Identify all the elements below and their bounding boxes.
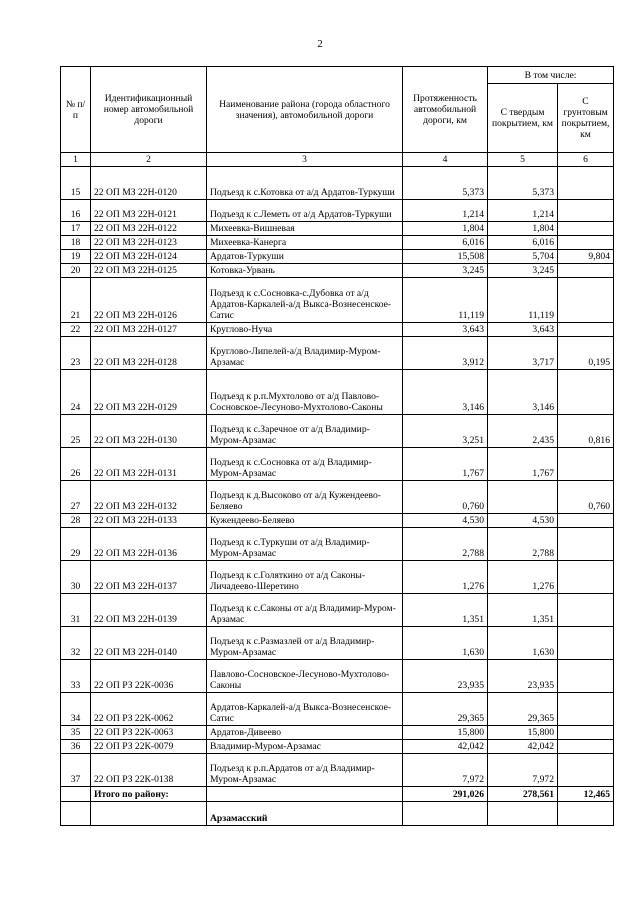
row-ground-surface: 9,804 (558, 250, 614, 264)
row-number: 17 (61, 222, 91, 236)
row-road-id: 22 ОП РЗ 22К-0079 (91, 740, 207, 754)
row-road-name: Подъезд к р.п.Мухтолово от а/д Павлово-Сосновское-Лесуново-Мухтолово-Саконы (207, 370, 403, 415)
row-road-id: 22 ОП МЗ 22Н-0130 (91, 415, 207, 448)
row-road-name: Круглово-Нуча (207, 323, 403, 337)
row-ground-surface (558, 278, 614, 323)
table-row (61, 594, 614, 627)
row-road-id: 22 ОП МЗ 22Н-0132 (91, 481, 207, 514)
row-road-name: Кужендеево-Беляево (207, 514, 403, 528)
table-row (61, 167, 614, 200)
row-road-id: 22 ОП МЗ 22Н-0121 (91, 200, 207, 222)
row-hard-surface: 1,214 (488, 200, 558, 222)
row-length: 3,245 (403, 264, 488, 278)
row-road-id: 22 ОП РЗ 22К-0063 (91, 726, 207, 740)
roads-table (60, 66, 614, 826)
row-hard-surface (488, 481, 558, 514)
row-ground-surface (558, 264, 614, 278)
total-label: Итого по району: (91, 787, 207, 802)
row-road-id: 22 ОП РЗ 22К-0062 (91, 693, 207, 726)
row-ground-surface (558, 561, 614, 594)
row-length: 23,935 (403, 660, 488, 693)
row-road-id: 22 ОП МЗ 22Н-0125 (91, 264, 207, 278)
row-road-id: 22 ОП МЗ 22Н-0140 (91, 627, 207, 660)
row-hard-surface: 1,630 (488, 627, 558, 660)
table-row (61, 528, 614, 561)
row-ground-surface (558, 236, 614, 250)
row-length: 15,800 (403, 726, 488, 740)
column-index: 6 (558, 153, 614, 167)
total-ground: 12,465 (558, 787, 614, 802)
row-length: 3,912 (403, 337, 488, 370)
row-road-name: Подъезд к с.Туркуши от а/д Владимир-Муром-Арзамас (207, 528, 403, 561)
row-number: 28 (61, 514, 91, 528)
row-road-id: 22 ОП МЗ 22Н-0139 (91, 594, 207, 627)
table-row (61, 337, 614, 370)
row-hard-surface: 3,643 (488, 323, 558, 337)
table-row (61, 323, 614, 337)
row-number: 35 (61, 726, 91, 740)
header-ground-surface: С грунтовым покрытием, км (558, 84, 614, 153)
row-road-name: Ардатов-Туркуши (207, 250, 403, 264)
table-row (61, 561, 614, 594)
row-ground-surface (558, 627, 614, 660)
row-hard-surface: 11,119 (488, 278, 558, 323)
row-hard-surface: 2,435 (488, 415, 558, 448)
row-length: 7,972 (403, 754, 488, 787)
row-ground-surface (558, 660, 614, 693)
total-row (61, 787, 614, 802)
row-road-id: 22 ОП МЗ 22Н-0128 (91, 337, 207, 370)
table-row (61, 278, 614, 323)
row-hard-surface: 4,530 (488, 514, 558, 528)
row-road-name: Подъезд к с.Саконы от а/д Владимир-Муром-Арзамас (207, 594, 403, 627)
header-hard-surface: С твердым покрытием, км (488, 84, 558, 153)
row-hard-surface: 3,146 (488, 370, 558, 415)
row-road-id: 22 ОП МЗ 22Н-0133 (91, 514, 207, 528)
row-number: 22 (61, 323, 91, 337)
row-number: 23 (61, 337, 91, 370)
district-name: Арзамасский (207, 802, 403, 826)
header-length: Протяженность автомобильной дороги, км (403, 67, 488, 153)
row-ground-surface (558, 514, 614, 528)
row-length: 42,042 (403, 740, 488, 754)
row-road-name: Подъезд к с.Сосновка-с.Дубовка от а/д Ардатов-Каркалей-а/д Выкса-Вознесенское-Сатис (207, 278, 403, 323)
row-ground-surface (558, 200, 614, 222)
row-number: 27 (61, 481, 91, 514)
row-number: 37 (61, 754, 91, 787)
row-road-name: Подъезд к д.Высоково от а/д Кужендеево-Беляево (207, 481, 403, 514)
row-hard-surface: 1,767 (488, 448, 558, 481)
row-hard-surface: 29,365 (488, 693, 558, 726)
row-number: 19 (61, 250, 91, 264)
row-hard-surface: 6,016 (488, 236, 558, 250)
row-ground-surface (558, 726, 614, 740)
column-index: 3 (207, 153, 403, 167)
header-including: В том числе: (488, 67, 614, 84)
row-length: 11,119 (403, 278, 488, 323)
column-index-row (61, 153, 614, 167)
column-index: 2 (91, 153, 207, 167)
row-hard-surface: 1,351 (488, 594, 558, 627)
row-number: 30 (61, 561, 91, 594)
row-number: 24 (61, 370, 91, 415)
row-road-id: 22 ОП МЗ 22Н-0120 (91, 167, 207, 200)
row-number: 20 (61, 264, 91, 278)
page-number: 2 (317, 38, 323, 50)
row-number: 26 (61, 448, 91, 481)
table-row (61, 660, 614, 693)
row-road-name: Павлово-Сосновское-Лесуново-Мухтолово-Саконы (207, 660, 403, 693)
row-road-name: Ардатов-Дивеево (207, 726, 403, 740)
row-length: 3,251 (403, 415, 488, 448)
row-number: 18 (61, 236, 91, 250)
table-row (61, 236, 614, 250)
row-road-name: Владимир-Муром-Арзамас (207, 740, 403, 754)
row-number: 15 (61, 167, 91, 200)
row-number: 31 (61, 594, 91, 627)
row-road-id: 22 ОП МЗ 22Н-0126 (91, 278, 207, 323)
row-length: 4,530 (403, 514, 488, 528)
row-length: 6,016 (403, 236, 488, 250)
row-hard-surface: 2,788 (488, 528, 558, 561)
table-row (61, 481, 614, 514)
road-rows (61, 167, 614, 787)
row-ground-surface: 0,816 (558, 415, 614, 448)
row-ground-surface (558, 740, 614, 754)
total-hard: 278,561 (488, 787, 558, 802)
table-row (61, 754, 614, 787)
row-road-id: 22 ОП МЗ 22Н-0137 (91, 561, 207, 594)
table-row (61, 370, 614, 415)
row-length: 2,788 (403, 528, 488, 561)
row-road-name: Котовка-Урвань (207, 264, 403, 278)
row-road-id: 22 ОП РЗ 22К-0138 (91, 754, 207, 787)
row-ground-surface (558, 370, 614, 415)
row-length: 15,508 (403, 250, 488, 264)
row-road-name: Подъезд к с.Сосновка от а/д Владимир-Муром-Арзамас (207, 448, 403, 481)
row-length: 1,767 (403, 448, 488, 481)
table-row (61, 222, 614, 236)
header-number: № п/п (61, 67, 91, 153)
table-row (61, 250, 614, 264)
total-length: 291,026 (403, 787, 488, 802)
row-hard-surface: 7,972 (488, 754, 558, 787)
row-road-name: Круглово-Липелей-а/д Владимир-Муром-Арзамас (207, 337, 403, 370)
row-road-name: Михеевка-Канерга (207, 236, 403, 250)
row-road-id: 22 ОП МЗ 22Н-0131 (91, 448, 207, 481)
row-ground-surface (558, 528, 614, 561)
row-road-name: Подъезд к с.Заречное от а/д Владимир-Муром-Арзамас (207, 415, 403, 448)
row-number: 16 (61, 200, 91, 222)
row-length: 1,630 (403, 627, 488, 660)
column-index: 4 (403, 153, 488, 167)
row-hard-surface: 3,717 (488, 337, 558, 370)
row-length: 0,760 (403, 481, 488, 514)
table-row (61, 448, 614, 481)
row-hard-surface: 1,276 (488, 561, 558, 594)
row-number: 34 (61, 693, 91, 726)
row-ground-surface: 0,760 (558, 481, 614, 514)
row-road-name: Ардатов-Каркалей-а/д Выкса-Вознесенское-Сатис (207, 693, 403, 726)
row-road-name: Подъезд к с.Размазлей от а/д Владимир-Муром-Арзамас (207, 627, 403, 660)
row-road-id: 22 ОП МЗ 22Н-0136 (91, 528, 207, 561)
row-ground-surface (558, 754, 614, 787)
column-index: 5 (488, 153, 558, 167)
row-length: 29,365 (403, 693, 488, 726)
table-row (61, 200, 614, 222)
row-road-id: 22 ОП МЗ 22Н-0124 (91, 250, 207, 264)
row-road-id: 22 ОП МЗ 22Н-0123 (91, 236, 207, 250)
district-row (61, 802, 614, 826)
header-road-id: Идентификационный номер автомобильной дороги (91, 67, 207, 153)
table-row (61, 264, 614, 278)
row-number: 36 (61, 740, 91, 754)
row-hard-surface: 23,935 (488, 660, 558, 693)
row-road-name: Подъезд к с.Леметь от а/д Ардатов-Туркуши (207, 200, 403, 222)
row-length: 3,146 (403, 370, 488, 415)
row-road-id: 22 ОП МЗ 22Н-0122 (91, 222, 207, 236)
row-hard-surface: 15,800 (488, 726, 558, 740)
row-length: 1,804 (403, 222, 488, 236)
row-length: 1,276 (403, 561, 488, 594)
row-ground-surface: 0,195 (558, 337, 614, 370)
row-length: 1,214 (403, 200, 488, 222)
row-road-id: 22 ОП РЗ 22К-0036 (91, 660, 207, 693)
row-hard-surface: 5,373 (488, 167, 558, 200)
row-hard-surface: 5,704 (488, 250, 558, 264)
row-ground-surface (558, 448, 614, 481)
row-number: 29 (61, 528, 91, 561)
table-row (61, 740, 614, 754)
row-ground-surface (558, 594, 614, 627)
header-road-name: Наименование района (города областного значения), автомобильной дороги (207, 67, 403, 153)
row-road-name: Михеевка-Вишневая (207, 222, 403, 236)
column-index: 1 (61, 153, 91, 167)
row-ground-surface (558, 167, 614, 200)
table-row (61, 726, 614, 740)
row-road-name: Подъезд к р.п.Ардатов от а/д Владимир-Муром-Арзамас (207, 754, 403, 787)
row-road-id: 22 ОП МЗ 22Н-0129 (91, 370, 207, 415)
row-road-name: Подъезд к с.Котовка от а/д Ардатов-Туркуши (207, 167, 403, 200)
row-number: 21 (61, 278, 91, 323)
table-row (61, 693, 614, 726)
row-ground-surface (558, 222, 614, 236)
row-length: 5,373 (403, 167, 488, 200)
row-hard-surface: 3,245 (488, 264, 558, 278)
row-ground-surface (558, 323, 614, 337)
row-hard-surface: 42,042 (488, 740, 558, 754)
row-length: 1,351 (403, 594, 488, 627)
row-number: 32 (61, 627, 91, 660)
row-length: 3,643 (403, 323, 488, 337)
table-row (61, 514, 614, 528)
table-row (61, 415, 614, 448)
table-row (61, 627, 614, 660)
row-road-name: Подъезд к с.Голяткино от а/д Саконы-Личадеево-Шеретино (207, 561, 403, 594)
row-ground-surface (558, 693, 614, 726)
row-number: 25 (61, 415, 91, 448)
row-road-id: 22 ОП МЗ 22Н-0127 (91, 323, 207, 337)
row-number: 33 (61, 660, 91, 693)
row-hard-surface: 1,804 (488, 222, 558, 236)
